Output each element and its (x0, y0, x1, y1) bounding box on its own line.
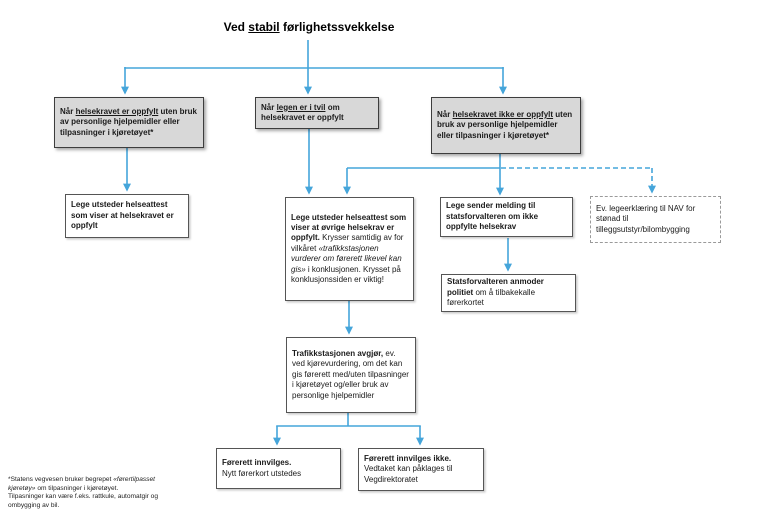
report-statsforvalter-bold: Lege sender melding til statsforvalteren om ikke oppfylte helsekrav (446, 201, 539, 232)
doctor-doubt-text (261, 103, 373, 124)
doctor-doubt-pre: Når (261, 102, 277, 112)
station-decides-text (292, 349, 410, 401)
denied-bold: Førerett innvilges ikke. (364, 453, 452, 463)
station-decides-bold: Trafikkstasjonen avgjør, (292, 348, 384, 358)
station-decides-box (286, 337, 416, 413)
denied-box (358, 448, 484, 491)
condition-not-met-text (437, 110, 575, 141)
denied-normal: Vedtaket kan påklages til Vegdirektoratet (364, 464, 453, 484)
condition-met-underlined: helsekravet er oppfylt (75, 106, 159, 116)
condition-met-box (54, 97, 204, 148)
station-decides-normal: ev. ved kjørevurdering, om det kan gis førerett med/uten tilpasninger i kjøretøyet og/eller bruk av personlige hjelpemidler (292, 348, 409, 400)
police-recall-box (441, 274, 576, 312)
footnote-line-2: Tilpasninger kan være f.eks. rattkule, automatgir og ombygging av bil. (8, 493, 159, 509)
condition-met-text (60, 107, 198, 138)
attest-other-box (285, 197, 414, 301)
attest-met-bold: Lege utsteder helseattest som viser at helsekravet er oppfylt (71, 200, 174, 231)
doctor-doubt-post: om helsekravet er oppfylt (261, 102, 344, 122)
title-text: Ved (223, 20, 249, 34)
granted-normal: Nytt førerkort utstedes (222, 468, 302, 478)
condition-not-met-box (431, 97, 581, 154)
police-recall-bold: Statsforvalteren anmoder politiet (447, 277, 544, 297)
diagram-title (188, 20, 430, 34)
denied-text (364, 454, 478, 485)
condition-not-met-pre: Når (437, 109, 453, 119)
doctor-doubt-box (255, 97, 379, 129)
police-recall-text (447, 277, 570, 308)
condition-met-pre: Når (60, 106, 76, 116)
nav-note-label: Ev. legeerklæring til NAV for stønad til tilleggsutstyr/bilombygging (596, 203, 696, 234)
police-recall-normal: om å tilbakekalle førerkortet (447, 287, 536, 308)
granted-text (222, 458, 335, 479)
attest-other-normal2: i konklusjonen. Krysset på konklusjonssiden er viktig! (291, 264, 401, 285)
title-text-rest: førlighetssvekkelse (279, 20, 395, 34)
granted-bold: Førerett innvilges. (222, 458, 292, 468)
attest-met-text (71, 200, 183, 231)
nav-note-text (596, 204, 715, 235)
attest-other-italic: «trafikkstasjonen vurderer om førerett likevel kan gis» (291, 243, 402, 274)
doctor-doubt-underlined: legen er i tvil (276, 102, 326, 112)
attest-other-text (291, 213, 408, 286)
footnote-italic: «førertilpasset kjøretøy» (8, 476, 155, 492)
attest-other-normal1: Krysser samtidig av for vilkåret (291, 233, 404, 253)
nav-note-box (590, 196, 721, 243)
condition-met-post: uten bruk av personlige hjelpemidler eller tilpasninger i kjøretøyet* (60, 106, 197, 137)
footnote-normal2: om tilpasninger i kjøretøyet. (35, 484, 119, 492)
report-statsforvalter-box (440, 197, 573, 237)
title-underlined-word: stabil (248, 20, 280, 34)
footnote-line-1 (8, 476, 170, 493)
attest-other-bold: Lege utsteder helseattest som viser at øvrige helsekrav er oppfylt. (291, 212, 407, 243)
report-statsforvalter-text (446, 201, 567, 232)
attest-met-box (65, 194, 189, 238)
condition-not-met-post: uten bruk av personlige hjelpemidler eller tilpasninger i kjøretøyet* (437, 109, 573, 140)
footnote-normal1: *Statens vegvesen bruker begrepet (8, 476, 114, 483)
condition-not-met-underlined: helsekravet ikke er oppfylt (452, 109, 554, 119)
granted-box (216, 448, 341, 489)
footnote (8, 476, 170, 510)
